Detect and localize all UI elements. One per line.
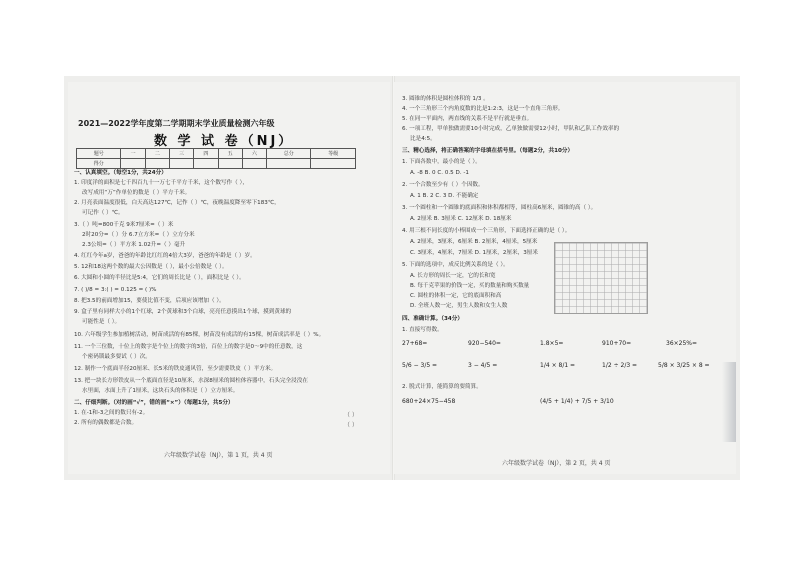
score-cell (242, 159, 266, 169)
question-line: 4. 红红今年a岁，爸爸的年龄比红红的4倍大3岁，爸爸的年龄是（ ）岁。 (74, 253, 256, 259)
score-cell: 一 (121, 149, 145, 159)
score-table-row (77, 159, 356, 169)
question-line: 8. 把3.5的前面增加15，要使比值不变，后项应该增加（ ）。 (74, 298, 225, 304)
question-line: 3. 一个圆柱和一个圆锥的底面积和体积都相等，圆柱高6厘米，圆锥的高（ ）。 (402, 205, 597, 211)
question-line: 1. 直接写得数。 (402, 327, 443, 333)
question-line: 6. 一项工程，甲单独做需要10小时完成，乙单独做需要12小时，甲队和乙队工作效率的 (402, 126, 620, 132)
answer-parens: （ ） (344, 422, 358, 429)
question-line: 1. 在-1和-3之间的数只有-2。 (74, 410, 149, 416)
score-cell: 三 (169, 149, 193, 159)
calc-item: 3 − 4/5 = (468, 362, 498, 369)
exam-photo (64, 76, 740, 480)
question-line: 2. 所有的偶数都是合数。 (74, 420, 138, 426)
calc-item: 920−540= (468, 340, 501, 347)
edge-shadow (722, 362, 736, 442)
question-line: 四、准确计算。（34分） (402, 316, 463, 322)
question-line: 4. 一个三角形三个内角度数的比是1:2:3，这是一个直角三角形。 (402, 106, 564, 112)
question-line: 4. 用三根不同长度的小棒围成一个三角形，下面选择正确的是（ ）。 (402, 228, 571, 234)
calc-item: 5/8 × 3/25 × 8 = (658, 362, 710, 369)
question-line: 2. 一个合数至少有（ ）个因数。 (402, 182, 484, 188)
score-table (76, 148, 356, 169)
question-line: 5. 下面的选项中，成反比例关系的是（ ）。 (402, 262, 509, 268)
exam-page-2 (394, 82, 736, 474)
question-line: C. 圆柱的体积一定，它的底面积和高 (410, 293, 502, 299)
question-line: D. 全班人数一定，男生人数和女生人数 (410, 303, 508, 309)
score-cell: 四 (194, 149, 218, 159)
question-line: 二、仔细判断。（对的画“√”，错的画“×”）（每题1分，共5分） (74, 400, 234, 406)
question-line: 比是4:5。 (410, 136, 436, 142)
calc-item: 27+68= (402, 340, 428, 347)
question-line: 2.3公顷=（ ）平方米 1.02升=（ ）毫升 (82, 242, 186, 248)
question-line: 11. 一个三位数，十位上的数字是个位上的数字的3倍，百位上的数字是0～9中的任意数，这 (74, 344, 303, 350)
grid-paper (554, 242, 648, 314)
question-line: 水里面，水面上升了1厘米，这块石头的体积是（ ）立方厘米。 (82, 388, 239, 394)
question-line: A. -8 B. 0 C. 0.5 D. -1 (410, 170, 469, 176)
question-line: 2. 脱式计算，能简算的要简算。 (402, 384, 482, 390)
question-line: 一、认真填空。（每空1分，共24分） (74, 170, 167, 176)
question-line: 5. 12和18这两个数的最大公因数是（ ），最小公倍数是（ ）。 (74, 264, 228, 270)
score-cell: 五 (218, 149, 242, 159)
score-table-row (77, 149, 356, 159)
question-line: 9. 盒子里有同样大小的1个红球，2个黄球和3个白球，亮亮任意摸出1个球，摸到黄球的 (74, 309, 292, 315)
question-line: 2. 月亮表面温度很低，白天高达127℃，记作（ ）℃，夜晚温度降至零下183℃， (74, 200, 280, 206)
calc-expression: (4/5 + 1/4) + 7/5 + 3/10 (540, 398, 614, 405)
question-line: C. 3厘米，4厘米，7厘米 D. 1厘米，2厘米，3厘米 (410, 250, 538, 256)
page-footer: 六年级数学试卷（NJ），第 1 页，共 4 页 (164, 452, 273, 459)
question-line: A. 1 B. 2 C. 3 D. 不能确定 (410, 193, 479, 199)
question-line: 可记作（ ）℃。 (82, 210, 124, 216)
question-line: A. 长方形的周长一定，它的长和宽 (410, 273, 496, 279)
calc-item: 1/2 ÷ 2/3 = (602, 362, 638, 369)
question-line: 可能性是（ ）。 (82, 319, 121, 325)
question-line: 13. 把一块长方形铁皮从一个底面直径是10厘米，水深8厘米的圆柱体容器中，石头完全浸没在 (74, 378, 308, 384)
score-cell: 题号 (77, 149, 121, 159)
question-line: 5. 在同一平面内，两直线的关系不是平行就是垂直。 (402, 116, 533, 122)
calc-item: 1/4 × 8/1 = (540, 362, 576, 369)
question-line: 改写成用“万”作单位的数是（ ）平方千米。 (82, 190, 191, 196)
question-line: 3.（ ）吨=800千克 9米7厘米=（ ）米 (74, 222, 174, 228)
calc-item: 5/6 − 3/5 = (402, 362, 438, 369)
question-line: 2时20分=（ ）分 6.7立方米=（ ）立方分米 (82, 232, 195, 238)
score-cell: 二 (145, 149, 169, 159)
question-line: 6. 大圆和小圆的半径比是5:4，它们的周长比是（ ），面积比是（ ）。 (74, 275, 245, 281)
question-line: 1. 下面各数中，最小的是（ ）。 (402, 159, 481, 165)
question-line: A. 2厘米 B. 3厘米 C. 12厘米 D. 18厘米 (410, 216, 512, 222)
calc-item: 910+70= (602, 340, 632, 347)
page-footer: 六年级数学试卷（NJ），第 2 页，共 4 页 (502, 460, 611, 467)
score-cell: 得分 (77, 159, 121, 169)
question-line: 三、精心选择，将正确答案的字母填在括号里。（每题2分，共10分） (402, 148, 574, 154)
exam-title: 2021—2022学年度第二学期期末学业质量检测六年级 (78, 119, 275, 128)
calc-item: 36×25%= (666, 340, 698, 347)
question-line: 个密码锁最多要试（ ）次。 (82, 354, 151, 360)
answer-parens: （ ） (344, 412, 358, 419)
score-cell (267, 159, 311, 169)
question-line: 7. ( )/8 = 3:( ) = 0.125 = ( )% (74, 287, 157, 293)
score-cell (311, 159, 356, 169)
question-line: B. 每千克苹果的价钱一定，买的数量和购买数量 (410, 283, 530, 289)
exam-subtitle: 数 学 试 卷（NJ） (154, 134, 295, 149)
score-cell (121, 159, 145, 169)
exam-page-1 (68, 82, 390, 474)
score-cell: 等级 (311, 149, 356, 159)
question-line: 3. 圆锥的体积是圆柱体积的 1/3 。 (402, 96, 489, 102)
question-line: A. 2厘米，3厘米，6厘米 B. 2厘米，4厘米，5厘米 (410, 239, 538, 245)
score-cell (145, 159, 169, 169)
score-cell (169, 159, 193, 169)
question-line: 1. 印度洋的面积是七千四百九十一万七千平方千米，这个数写作（ ）， (74, 180, 248, 186)
question-line: 10. 六年级学生参加植树活动，树苗成活的有85棵，树苗没有成活的有15棵，树苗成活率是（ ）%。 (74, 332, 325, 338)
score-cell (194, 159, 218, 169)
score-cell (218, 159, 242, 169)
question-line: 12. 制作一个底面半径20厘米、长5米的铁皮通风管，至少需要铁皮（ ）平方米。 (74, 366, 277, 372)
score-cell: 六 (242, 149, 266, 159)
calc-item: 1.8×5= (540, 340, 564, 347)
calc-expression: 680+24×75−458 (402, 398, 456, 405)
score-cell: 总分 (267, 149, 311, 159)
